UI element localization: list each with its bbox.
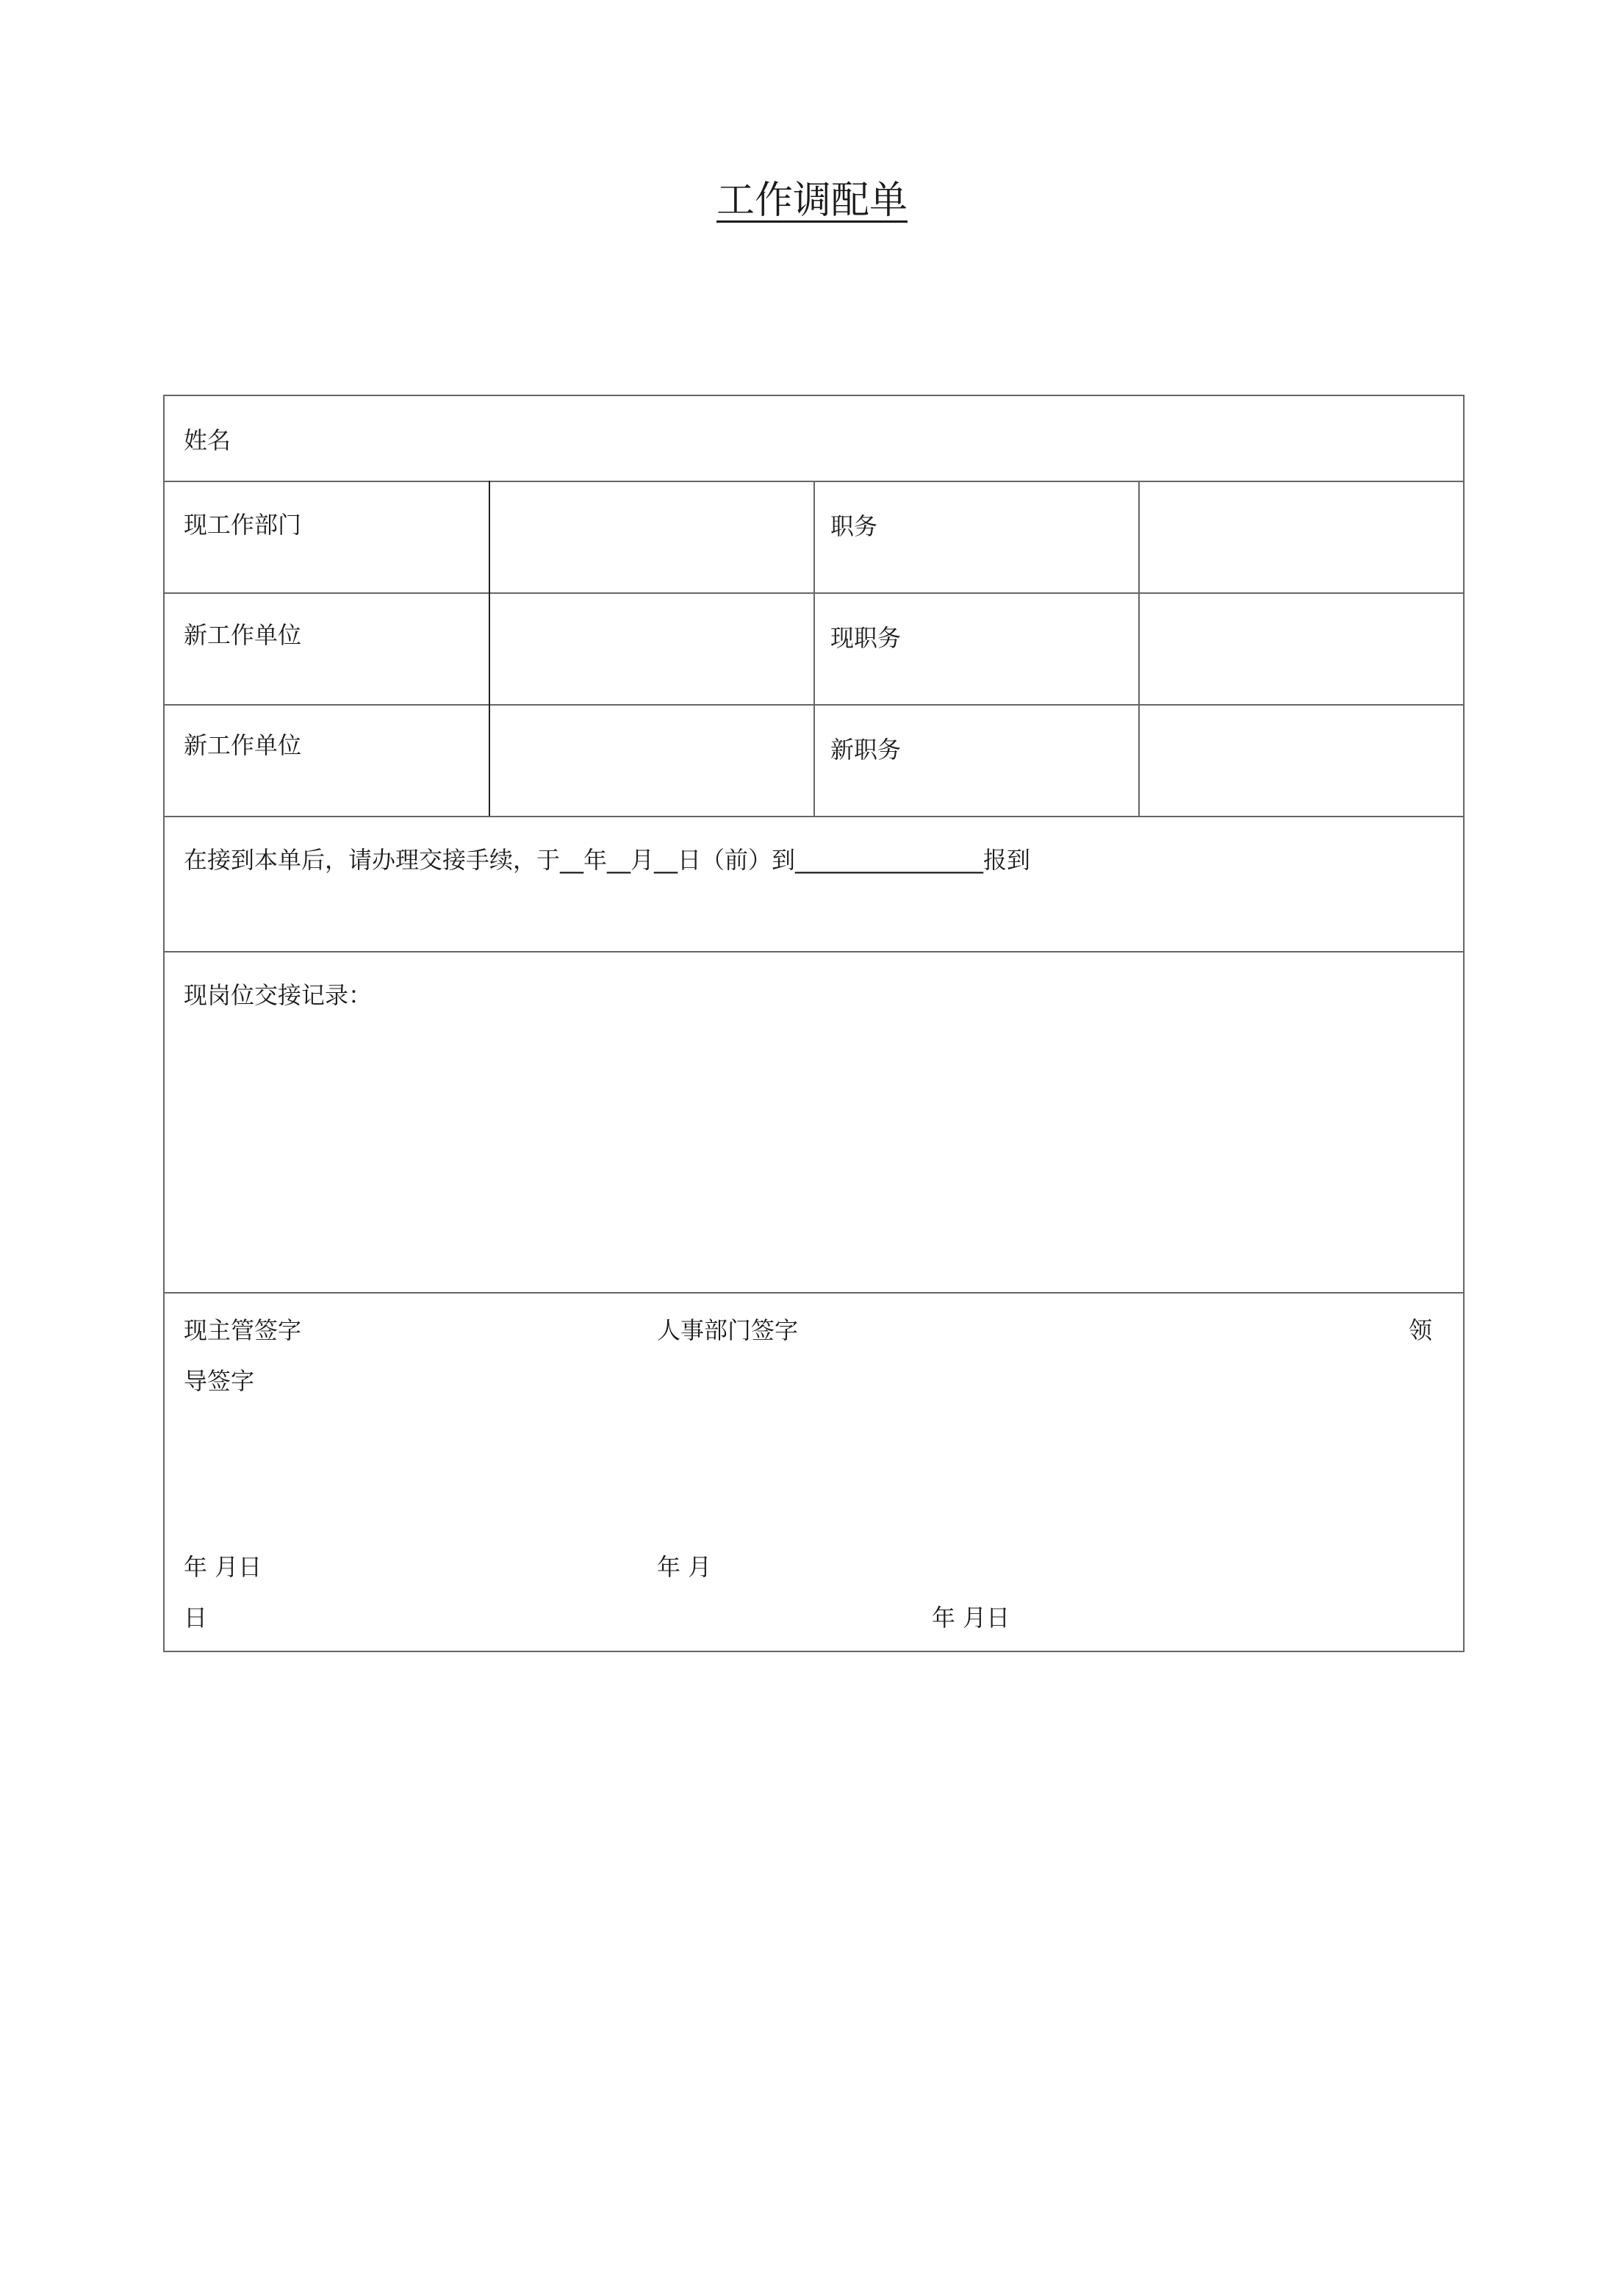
leader-signature-label-end: 导签字 — [184, 1367, 255, 1395]
hr-date-day: 日 — [184, 1604, 208, 1632]
new-unit-field[interactable] — [492, 595, 812, 703]
supervisor-signature-label: 现主管签字 — [184, 1316, 302, 1344]
transfer-form — [163, 395, 1465, 1652]
handover-record-field[interactable] — [179, 1021, 1451, 1285]
row-divider — [165, 951, 1463, 953]
document-title: 工作调配单 — [716, 179, 908, 223]
current-position-label: 现职务 — [830, 624, 902, 652]
new-position-field[interactable] — [1141, 707, 1462, 814]
new-unit-label-2: 新工作单位 — [184, 731, 302, 759]
column-divider — [489, 481, 490, 816]
supervisor-date: 年 月日 — [184, 1553, 262, 1581]
name-label: 姓名 — [184, 426, 231, 454]
current-department-label: 现工作部门 — [184, 511, 302, 539]
new-unit-field-2[interactable] — [492, 707, 812, 814]
new-position-label: 新职务 — [830, 736, 902, 764]
column-divider — [1138, 481, 1140, 816]
leader-date: 年 月日 — [932, 1604, 1010, 1632]
hr-signature-label: 人事部门签字 — [657, 1316, 799, 1344]
new-unit-label: 新工作单位 — [184, 621, 302, 649]
position-label: 职务 — [830, 512, 878, 540]
row-divider — [165, 816, 1463, 817]
row-divider — [165, 1292, 1463, 1294]
current-department-field[interactable] — [492, 484, 812, 591]
column-divider — [813, 481, 815, 816]
current-position-field[interactable] — [1141, 595, 1462, 703]
position-field[interactable] — [1141, 484, 1462, 591]
handover-record-label: 现岗位交接记录： — [184, 981, 373, 1009]
name-field[interactable] — [312, 403, 1443, 473]
leader-signature-label-start: 领 — [1409, 1316, 1433, 1344]
hr-date: 年 月 — [657, 1553, 712, 1581]
report-instruction: 在接到本单后，请办理交接手续，于__年__月__日（前）到________________报到 — [184, 846, 1031, 874]
